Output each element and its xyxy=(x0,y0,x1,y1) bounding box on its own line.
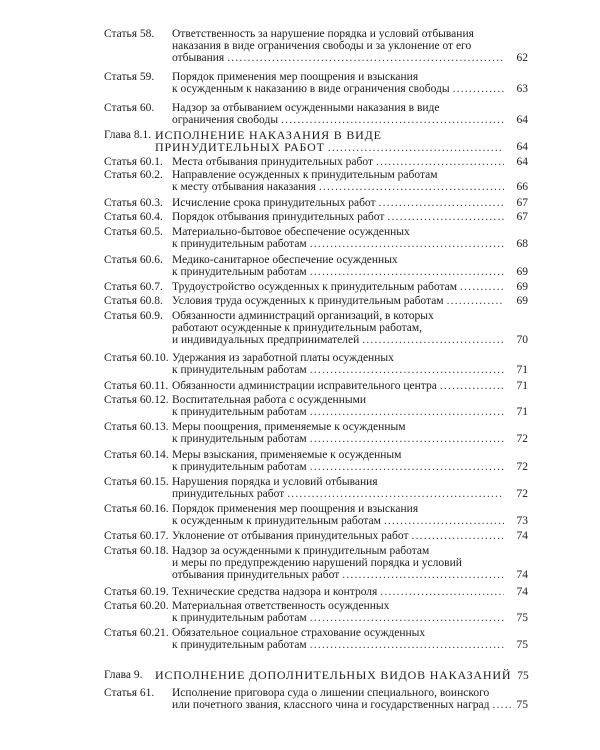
toc-chapter xyxy=(0,669,600,681)
page-number: 62 xyxy=(516,52,528,64)
article-number: Статья 61. xyxy=(104,687,155,699)
page-number: 71 xyxy=(516,380,528,392)
toc-entry xyxy=(0,254,600,278)
entry-title xyxy=(172,586,504,598)
entry-title-line: Порядок применения мер поощрения и взыскания xyxy=(172,71,419,83)
entry-title-line: ИСПОЛНЕНИЕ ДОПОЛНИТЕЛЬНЫХ ВИДОВ НАКАЗАНИЙ 75 xyxy=(155,668,529,682)
entry-title-line: Меры взыскания, применяемые к осужденным xyxy=(172,449,402,461)
page-number: 75 xyxy=(517,670,529,682)
entry-title-line: к принудительным работам ..... xyxy=(172,433,504,445)
entry-title-line: или почетного звания, классного чина и государственных наград ..... 75 xyxy=(172,699,528,711)
page-number: 72 xyxy=(516,433,528,445)
toc-entry xyxy=(0,28,600,64)
dot-leader xyxy=(380,586,504,598)
entry-title-line: Условия труда осужденных к принудительным работам ..... xyxy=(172,295,504,307)
entry-title-line: Надзор за отбыванием осужденными наказания в виде xyxy=(172,102,440,114)
toc-entry xyxy=(0,476,600,500)
dot-leader xyxy=(412,530,504,542)
entry-title-line: и меры по предупреждению нарушений порядка и условий xyxy=(172,557,462,569)
dot-leader xyxy=(384,515,504,527)
article-number: Статья 60.9. xyxy=(104,310,163,322)
toc-entry xyxy=(0,226,600,250)
chapter-number: Глава 8.1. xyxy=(104,129,152,141)
page-number: 75 xyxy=(516,639,528,651)
toc-entry xyxy=(0,310,600,346)
entry-title xyxy=(172,310,504,346)
article-number: Статья 60.11. xyxy=(104,380,169,392)
toc-entry xyxy=(0,586,600,598)
page-number: 73 xyxy=(516,515,528,527)
toc-entry xyxy=(0,352,600,376)
dot-leader xyxy=(310,238,504,250)
article-number: Статья 60. xyxy=(104,102,155,114)
article-number: Статья 60.13. xyxy=(104,421,169,433)
entry-title xyxy=(172,380,504,392)
entry-title-line: Направление осужденных к принудительным работам xyxy=(172,169,438,181)
article-number: Статья 60.20. xyxy=(104,600,169,612)
toc-entry xyxy=(0,102,600,126)
page-number: 69 xyxy=(516,295,528,307)
entry-title-line: ограничения свободы ..... xyxy=(172,114,504,126)
page-number: 69 xyxy=(516,266,528,278)
dot-leader xyxy=(310,266,504,278)
page-number: 74 xyxy=(516,530,528,542)
toc-entry xyxy=(0,71,600,95)
entry-title xyxy=(172,503,504,527)
entry-title-line: к принудительным работам ..... xyxy=(172,364,504,376)
dot-leader xyxy=(310,612,504,624)
entry-title-line: Исчисление срока принудительных работ ..... xyxy=(172,197,504,209)
entry-title-line: Меры поощрения, применяемые к осужденным xyxy=(172,421,406,433)
page-number: 69 xyxy=(516,281,528,293)
toc-entry xyxy=(0,545,600,581)
dot-leader xyxy=(310,433,504,445)
entry-title-line: Обязательное социальное страхование осужденных xyxy=(172,627,426,639)
toc-entry xyxy=(0,211,600,223)
article-number: Статья 60.15. xyxy=(104,476,169,488)
entry-title-line: к принудительным работам ..... xyxy=(172,612,504,624)
entry-title-line: Технические средства надзора и контроля ..... xyxy=(172,586,504,598)
article-number: Статья 60.5. xyxy=(104,226,163,238)
toc-entry xyxy=(0,530,600,542)
entry-title-line: Материально-бытовое обеспечение осужденных xyxy=(172,226,410,238)
article-number: Статья 60.12. xyxy=(104,394,169,406)
dot-leader xyxy=(362,334,504,346)
article-number: Статья 60.4. xyxy=(104,211,163,223)
entry-title-line: Воспитательная работа с осужденными xyxy=(172,394,367,406)
entry-title xyxy=(172,600,504,624)
entry-title xyxy=(155,129,504,153)
entry-title xyxy=(172,169,504,193)
page-number: 66 xyxy=(516,181,528,193)
toc-entry xyxy=(0,600,600,624)
dot-leader xyxy=(310,364,504,376)
entry-title xyxy=(172,627,504,651)
entry-title xyxy=(172,476,504,500)
article-number: Статья 60.21. xyxy=(104,627,169,639)
entry-title-line: Материальная ответственность осужденных xyxy=(172,600,390,612)
entry-title xyxy=(172,421,504,445)
entry-title-line: ИСПОЛНЕНИЕ НАКАЗАНИЯ В ВИДЕ xyxy=(155,128,382,142)
toc-entry xyxy=(0,421,600,445)
dot-leader xyxy=(310,461,504,473)
page-number: 67 xyxy=(516,197,528,209)
dot-leader xyxy=(342,569,504,581)
entry-title-line: работают осужденные к принудительным работам, xyxy=(172,322,422,334)
toc-entry xyxy=(0,449,600,473)
toc-chapter xyxy=(0,129,600,153)
article-number: Статья 60.18. xyxy=(104,545,169,557)
page-number: 67 xyxy=(516,211,528,223)
entry-title-line: Нарушения порядка и условий отбывания xyxy=(172,476,378,488)
dot-leader xyxy=(281,114,504,126)
entry-title-line: Трудоустройство осужденных к принудительным работам ..... xyxy=(172,281,504,293)
article-number: Статья 60.19. xyxy=(104,586,169,598)
dot-leader xyxy=(440,380,504,392)
page-number: 64 xyxy=(516,141,528,153)
entry-title xyxy=(172,211,504,223)
page-number: 72 xyxy=(516,461,528,473)
page-number: 74 xyxy=(516,586,528,598)
entry-title-line: Уклонение от отбывания принудительных работ ..... xyxy=(172,530,504,542)
entry-title xyxy=(155,669,528,681)
dot-leader xyxy=(328,142,504,154)
entry-title xyxy=(172,394,504,418)
entry-title-line: Порядок отбывания принудительных работ ..... xyxy=(172,211,504,223)
entry-title-line: Обязанности администраций организаций, в которых xyxy=(172,310,434,322)
dot-leader xyxy=(310,639,504,651)
dot-leader xyxy=(319,181,504,193)
toc-entry xyxy=(0,687,600,711)
article-number: Статья 60.14. xyxy=(104,449,169,461)
article-number: Статья 60.7. xyxy=(104,281,163,293)
dot-leader xyxy=(387,211,504,223)
entry-title-line: Удержания из заработной платы осужденных xyxy=(172,352,394,364)
entry-title-line: к принудительным работам ..... xyxy=(172,461,504,473)
dot-leader xyxy=(287,488,504,500)
toc-entry xyxy=(0,169,600,193)
toc-entry xyxy=(0,197,600,209)
entry-title-line: Медико-санитарное обеспечение осужденных xyxy=(172,254,398,266)
entry-title-line: к принудительным работам ..... xyxy=(172,639,504,651)
entry-title xyxy=(172,156,504,168)
page-number: 70 xyxy=(516,334,528,346)
entry-title xyxy=(172,281,504,293)
article-number: Статья 60.17. xyxy=(104,530,169,542)
entry-title xyxy=(172,295,504,307)
toc-entry xyxy=(0,394,600,418)
page-number: 75 xyxy=(516,699,528,711)
entry-title-line: отбывания ..... xyxy=(172,52,504,64)
dot-leader xyxy=(460,281,504,293)
dot-leader xyxy=(227,52,504,64)
entry-title-line: к осужденным к принудительным работам ..... xyxy=(172,515,504,527)
page-number: 74 xyxy=(516,569,528,581)
entry-title xyxy=(172,530,504,542)
page-number: 72 xyxy=(516,488,528,500)
entry-title xyxy=(172,197,504,209)
entry-title-line: Исполнение приговора суда о лишении специального, воинского xyxy=(172,687,490,699)
dot-leader xyxy=(453,83,504,95)
entry-title-line: к принудительным работам ..... xyxy=(172,406,504,418)
entry-title-line: отбывания принудительных работ ..... xyxy=(172,569,504,581)
entry-title xyxy=(172,28,504,64)
dot-leader xyxy=(379,197,504,209)
entry-title-line: к месту отбывания наказания ..... xyxy=(172,181,504,193)
entry-title-line: к принудительным работам ..... xyxy=(172,266,504,278)
entry-title-line: Надзор за осужденными к принудительным работам xyxy=(172,545,430,557)
article-number: Статья 60.3. xyxy=(104,197,163,209)
entry-title-line: ПРИНУДИТЕЛЬНЫХ РАБОТ ..... xyxy=(155,141,504,153)
entry-title-line: и индивидуальных предпринимателей ..... xyxy=(172,334,504,346)
article-number: Статья 60.8. xyxy=(104,295,163,307)
page-number: 68 xyxy=(516,238,528,250)
entry-title xyxy=(172,449,504,473)
page-number: 63 xyxy=(516,83,528,95)
dot-leader xyxy=(376,156,504,168)
article-number: Статья 60.2. xyxy=(104,169,163,181)
entry-title xyxy=(172,545,504,581)
entry-title xyxy=(172,226,504,250)
article-number: Статья 60.6. xyxy=(104,254,163,266)
entry-title-line: к осужденным к наказанию в виде ограничения свободы ..... xyxy=(172,83,504,95)
page-number: 64 xyxy=(516,156,528,168)
entry-title-line: Места отбывания принудительных работ ..... xyxy=(172,156,504,168)
entry-title-line: наказания в виде ограничения свободы и за уклонение от его xyxy=(172,40,472,52)
toc-entry xyxy=(0,156,600,168)
entry-title xyxy=(172,102,504,126)
page-number: 71 xyxy=(516,364,528,376)
article-number: Статья 60.1. xyxy=(104,156,163,168)
entry-title xyxy=(172,352,504,376)
entry-title-line: к принудительным работам ..... xyxy=(172,238,504,250)
toc-entry xyxy=(0,503,600,527)
entry-title-line: принудительных работ ..... xyxy=(172,488,504,500)
article-number: Статья 58. xyxy=(104,28,155,40)
article-number: Статья 60.16. xyxy=(104,503,169,515)
toc-entry xyxy=(0,295,600,307)
page-number: 75 xyxy=(516,612,528,624)
toc-entry xyxy=(0,380,600,392)
dot-leader xyxy=(447,295,504,307)
dot-leader xyxy=(310,406,504,418)
entry-title-line: Порядок применения мер поощрения и взыскания xyxy=(172,503,419,515)
page-number: 64 xyxy=(516,114,528,126)
entry-title-line: Ответственность за нарушение порядка и условий отбывания xyxy=(172,28,474,40)
article-number: Статья 59. xyxy=(104,71,155,83)
entry-title xyxy=(172,71,504,95)
dot-leader xyxy=(492,699,513,711)
article-number: Статья 60.10. xyxy=(104,352,169,364)
toc-entry xyxy=(0,281,600,293)
entry-title xyxy=(172,687,528,711)
page-number: 71 xyxy=(516,406,528,418)
entry-title-line: Обязанности администрации исправительного центра ..... xyxy=(172,380,504,392)
entry-title xyxy=(172,254,504,278)
chapter-number: Глава 9. xyxy=(104,669,143,681)
toc-entry xyxy=(0,627,600,651)
